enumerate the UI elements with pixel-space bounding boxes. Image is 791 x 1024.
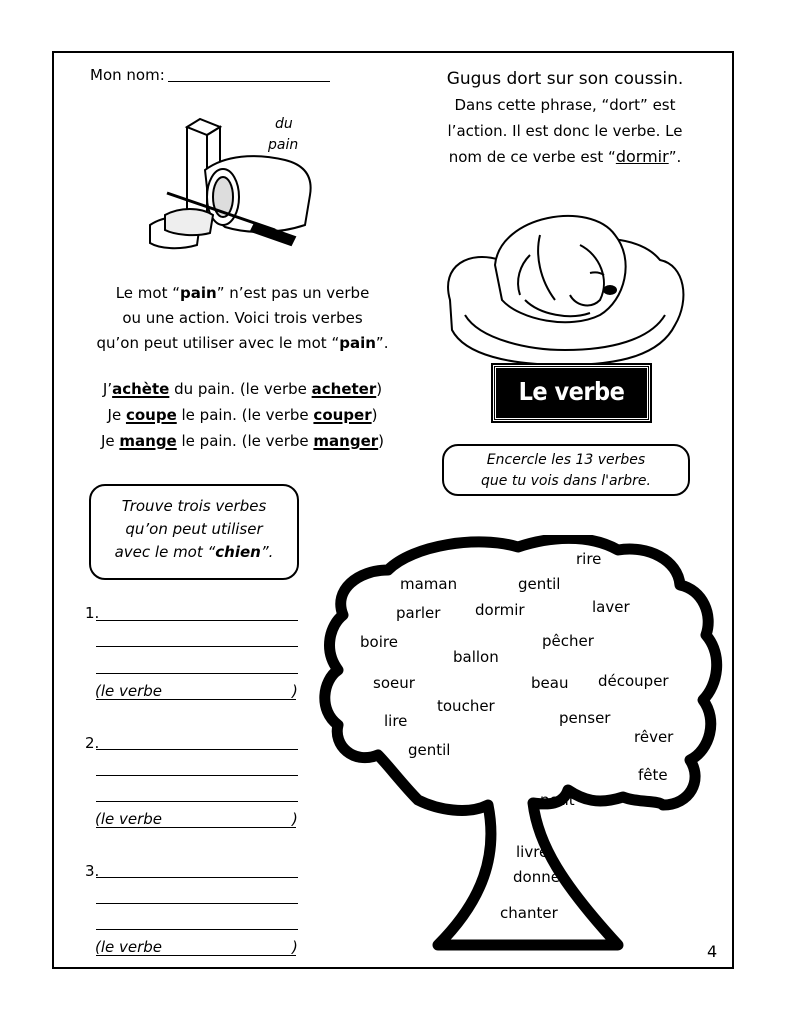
- verb-paren-close: ): [292, 810, 298, 828]
- verb-paren-open: (le verbe: [95, 938, 163, 956]
- tree-word[interactable]: toucher: [437, 697, 495, 715]
- name-label: Mon nom:: [90, 66, 165, 84]
- tree-word[interactable]: parler: [396, 604, 441, 622]
- pain-line-1: Le mot “pain” n’est pas un verbe: [115, 284, 370, 302]
- tree-word[interactable]: gentil: [518, 575, 561, 593]
- tree-instruction-line-1: Encercle les 13 verbes: [486, 452, 646, 468]
- tree-word[interactable]: petit: [540, 791, 575, 809]
- intro-line-2: l’action. Il est donc le verbe. Le: [447, 122, 683, 140]
- tree-word[interactable]: rire: [576, 550, 602, 568]
- intro-text: [420, 66, 710, 170]
- tree-word[interactable]: donner: [513, 868, 567, 886]
- tree-word[interactable]: gentil: [408, 741, 451, 759]
- verb-underline[interactable]: [96, 827, 296, 828]
- name-field[interactable]: [168, 81, 330, 82]
- answer-line[interactable]: [96, 801, 298, 802]
- verb-underline[interactable]: [96, 699, 296, 700]
- bread-illustration: [145, 115, 315, 255]
- answer-line[interactable]: [96, 673, 298, 674]
- dog-instruction-line-2: qu’on peut utiliser: [125, 520, 263, 538]
- verb-paren-close: ): [292, 682, 298, 700]
- intro-title: Gugus dort sur son coussin.: [446, 69, 684, 89]
- answer-line[interactable]: [96, 903, 298, 904]
- answer-line[interactable]: [96, 929, 298, 930]
- answer-line[interactable]: [96, 749, 298, 750]
- answer-line[interactable]: [96, 646, 298, 647]
- bread-label-1: du: [275, 116, 293, 132]
- page-number: 4: [707, 942, 718, 961]
- answer-number: 1.: [85, 604, 100, 622]
- pain-line-3: qu’on peut utiliser avec le mot “pain”.: [96, 334, 389, 352]
- bread-label-2: pain: [268, 137, 299, 153]
- answer-line[interactable]: [96, 775, 298, 776]
- tree-word[interactable]: beau: [531, 674, 569, 692]
- tree-word[interactable]: lire: [384, 712, 408, 730]
- tree-instruction-box: [442, 444, 690, 496]
- examples: [70, 376, 415, 454]
- verb-paren-close: ): [292, 938, 298, 956]
- keyword-dormir: dormir: [615, 147, 669, 166]
- tree-word[interactable]: fête: [638, 766, 668, 784]
- example-3: Je mange le pain. (le verbe manger): [100, 432, 385, 450]
- tree-word[interactable]: livre: [516, 843, 549, 861]
- tree-word[interactable]: maman: [400, 575, 458, 593]
- tree-word[interactable]: découper: [598, 672, 669, 690]
- tree-word[interactable]: penser: [559, 709, 611, 727]
- answer-number: 2.: [85, 734, 100, 752]
- intro-line-1: Dans cette phrase, “dort” est: [454, 96, 676, 114]
- example-1: J’achète du pain. (le verbe acheter): [102, 380, 383, 398]
- dog-instruction-line-1: Trouve trois verbes: [121, 497, 267, 515]
- tree-word[interactable]: soeur: [373, 674, 415, 692]
- tree-word[interactable]: ballon: [453, 648, 499, 666]
- pain-line-2: ou une action. Voici trois verbes: [122, 309, 363, 327]
- tree-outline: [318, 535, 728, 960]
- verb-underline[interactable]: [96, 955, 296, 956]
- tree-word[interactable]: chanter: [500, 904, 558, 922]
- tree-word[interactable]: pêcher: [542, 632, 594, 650]
- dog-instruction-line-3: avec le mot “chien”.: [114, 543, 274, 561]
- tree-word[interactable]: laver: [592, 598, 630, 616]
- answer-line[interactable]: [96, 620, 298, 621]
- tree-word[interactable]: rêver: [634, 728, 674, 746]
- tree-word[interactable]: dormir: [475, 601, 525, 619]
- answer-number: 3.: [85, 862, 100, 880]
- tree-instruction-line-2: que tu vois dans l'arbre.: [481, 473, 651, 489]
- sleeping-dog-illustration: [440, 205, 690, 370]
- verb-paren-open: (le verbe: [95, 810, 163, 828]
- tree-word[interactable]: boire: [360, 633, 398, 651]
- intro-line-3: nom de ce verbe est “dormir”.: [448, 147, 682, 166]
- verb-paren-open: (le verbe: [95, 682, 163, 700]
- le-verbe-badge: Le verbe: [493, 365, 650, 421]
- answer-line[interactable]: [96, 877, 298, 878]
- example-2: Je coupe le pain. (le verbe couper): [107, 406, 378, 424]
- pain-explanation: [70, 281, 415, 356]
- dog-instruction-box: [89, 484, 299, 580]
